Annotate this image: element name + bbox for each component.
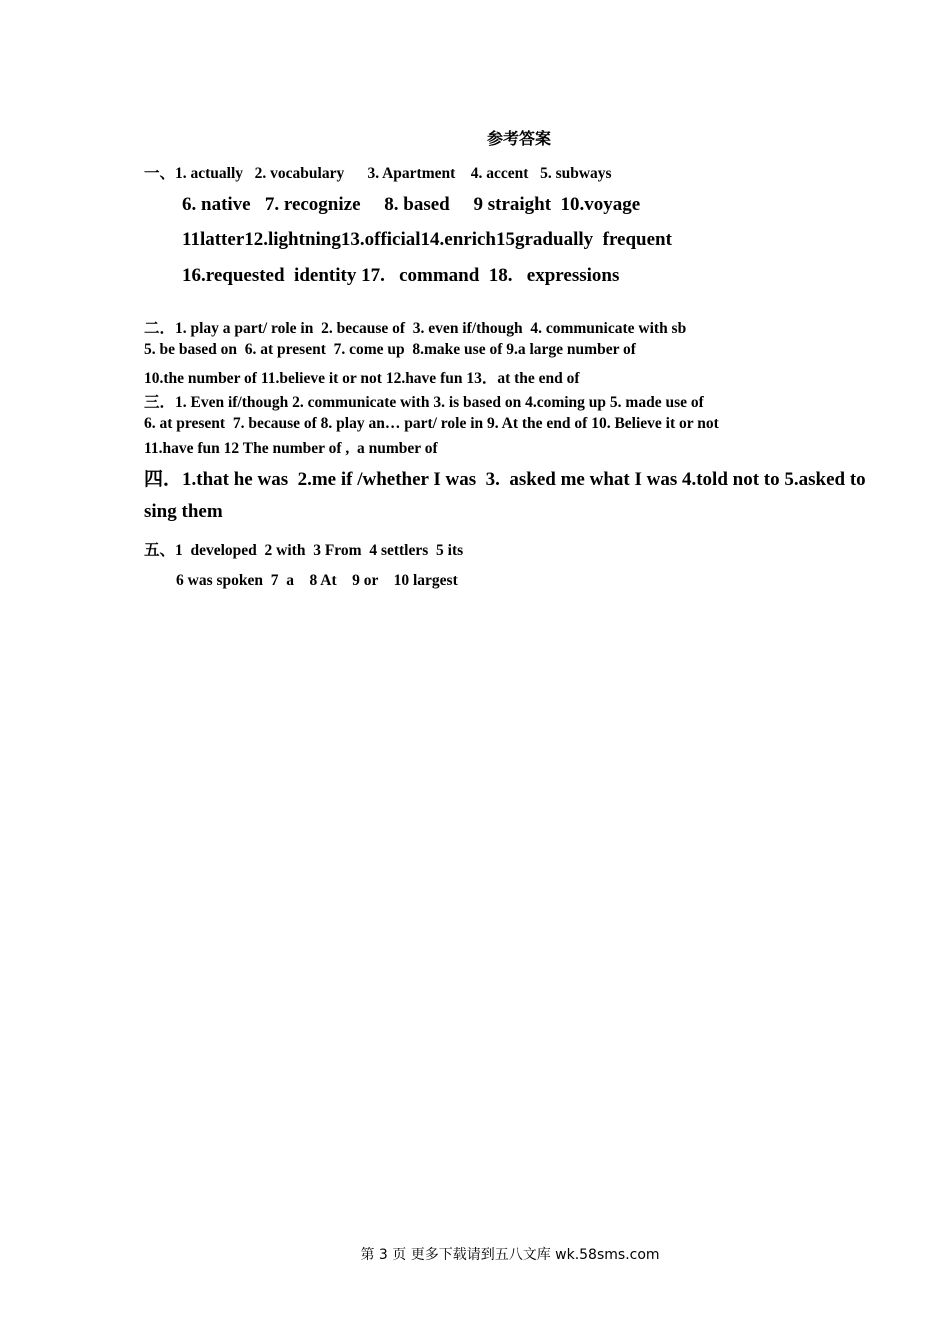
section5-line2: 6 was spoken 7 a 8 At 9 or 10 largest (176, 572, 458, 589)
section5-line1: 五、1 developed 2 with 3 From 4 settlers 5 its (144, 542, 464, 559)
section4-line1: 四．1.that he was 2.me if /whether I was 3. asked me what I was 4.told not to 5.asked to (144, 469, 866, 490)
section3-line1: 三．1. Even if/though 2. communicate with 3. is based on 4.coming up 5. made use of (144, 394, 704, 411)
section2-line1: 二．1. play a part/ role in 2. because of 3. even if/though 4. communicate with sb (144, 320, 687, 337)
page-footer: 第 3 页 更多下载请到五八文库 wk.58sms.com (360, 1247, 660, 1263)
section4-line2: sing them (144, 501, 223, 522)
page-title: 参考答案 (486, 131, 551, 148)
section3-line3: 11.have fun 12 The number of , a number of (144, 440, 438, 457)
section2-line2: 5. be based on 6. at present 7. come up 8.make use of 9.a large number of (144, 341, 636, 358)
section1-line4: 16.requested identity 17. command 18. expressions (182, 265, 620, 286)
section1-line1: 一、1. actually 2. vocabulary 3. Apartment 4. accent 5. subways (144, 165, 612, 182)
section1-line2: 6. native 7. recognize 8. based 9 straight 10.voyage (182, 194, 641, 215)
section2-line3: 10.the number of 11.believe it or not 12.have fun 13．at the end of (144, 370, 580, 387)
section3-line2: 6. at present 7. because of 8. play an… part/ role in 9. At the end of 10. Believe it or not (144, 415, 719, 432)
section1-line3: 11latter12.lightning13.official14.enrich15gradually frequent (182, 229, 672, 250)
